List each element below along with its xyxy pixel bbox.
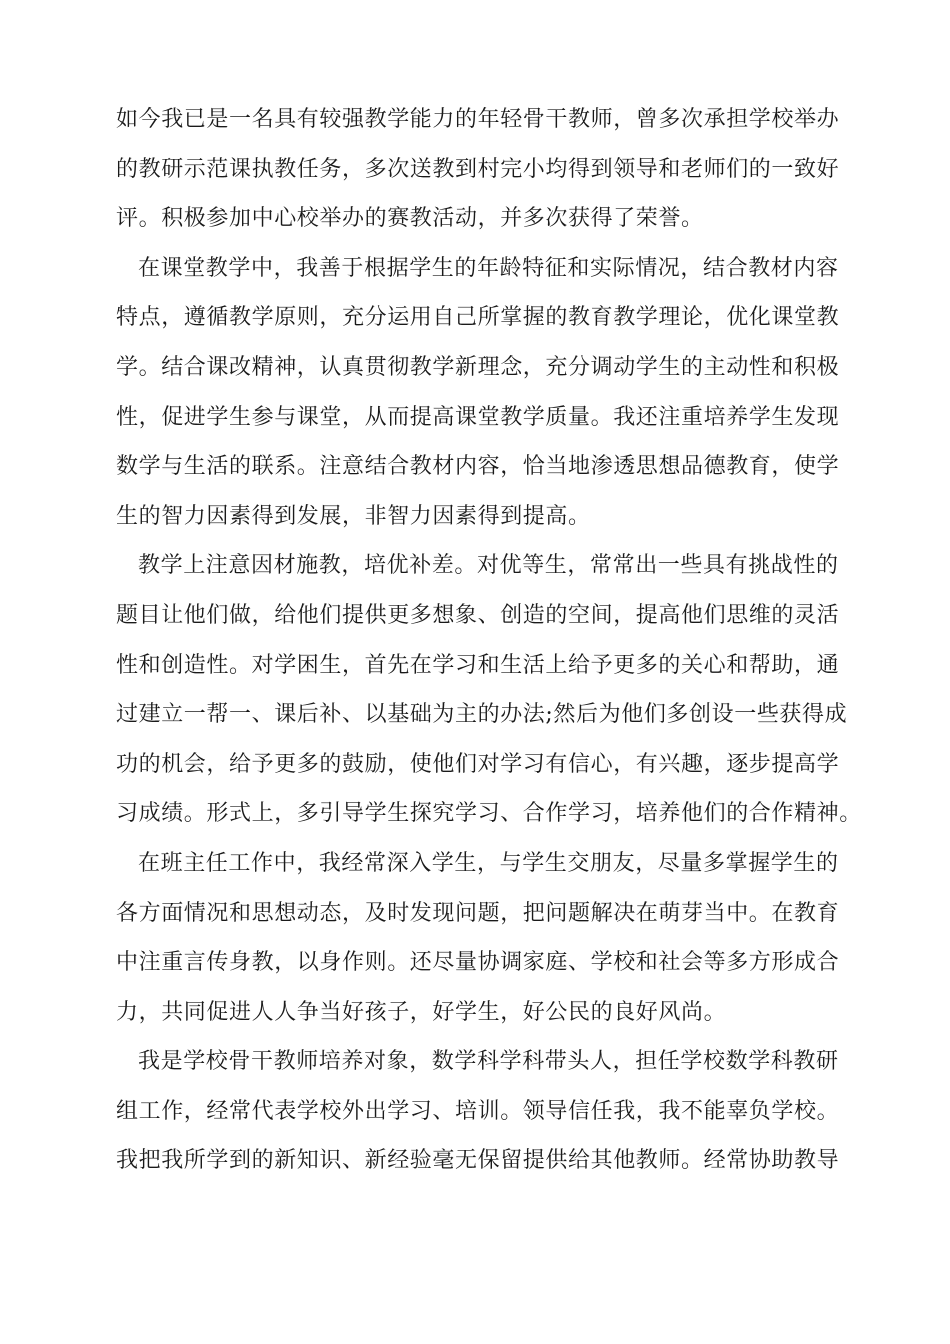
text-line: 学。结合课改精神，认真贯彻教学新理念，充分调动学生的主动性和积极 <box>116 354 840 380</box>
paragraph <box>116 541 862 839</box>
text-line: 在班主任工作中，我经常深入学生，与学生交朋友，尽量多掌握学生的 <box>138 850 839 876</box>
text-line: 我是学校骨干教师培养对象，数学科学科带头人，担任学校数学科教研 <box>138 1049 839 1075</box>
paragraph <box>116 95 840 244</box>
paragraph <box>116 839 840 1037</box>
text-line: 教学上注意因材施教，培优补差。对优等生，常常出一些具有挑战性的 <box>138 553 839 579</box>
text-line: 性和创造性。对学困生，首先在学习和生活上给予更多的关心和帮助，通 <box>116 652 840 678</box>
text-line: 数学与生活的联系。注意结合教材内容，恰当地渗透思想品德教育，使学 <box>116 454 840 480</box>
text-line: 功的机会，给予更多的鼓励，使他们对学习有信心，有兴趣，逐步提高学 <box>116 751 840 777</box>
text-line: 各方面情况和思想动态，及时发现问题，把问题解决在萌芽当中。在教育 <box>116 900 840 926</box>
text-line: 力，共同促进人人争当好孩子，好学生，好公民的良好风尚。 <box>116 999 727 1025</box>
text-line: 过建立一帮一、课后补、以基础为主的办法;然后为他们多创设一些获得成 <box>116 702 848 728</box>
text-line: 中注重言传身教，以身作则。还尽量协调家庭、学校和社会等多方形成合 <box>116 950 840 976</box>
text-line: 习成绩。形式上，多引导学生探究学习、合作学习，培养他们的合作精神。 <box>116 801 862 827</box>
document-body <box>116 95 862 1186</box>
text-line: 组工作，经常代表学校外出学习、培训。领导信任我，我不能辜负学校。 <box>116 1098 840 1124</box>
text-line: 特点，遵循教学原则，充分运用自己所掌握的教育教学理论，优化课堂教 <box>116 305 840 331</box>
text-line: 如今我已是一名具有较强教学能力的年轻骨干教师，曾多次承担学校举办 <box>116 107 840 132</box>
paragraph <box>116 1037 840 1186</box>
text-line: 评。积极参加中心校举办的赛教活动，并多次获得了荣誉。 <box>116 206 704 232</box>
text-line: 在课堂教学中，我善于根据学生的年龄特征和实际情况，结合教材内容 <box>138 255 839 281</box>
text-line: 生的智力因素得到发展，非智力因素得到提高。 <box>116 503 591 529</box>
text-line: 的教研示范课执教任务，多次送教到村完小均得到领导和老师们的一致好 <box>116 156 840 182</box>
text-line: 性，促进学生参与课堂，从而提高课堂教学质量。我还注重培养学生发现 <box>116 404 840 430</box>
text-line: 我把我所学到的新知识、新经验毫无保留提供给其他教师。经常协助教导 <box>116 1148 840 1174</box>
paragraph <box>116 244 840 542</box>
text-line: 题目让他们做，给他们提供更多想象、创造的空间，提高他们思维的灵活 <box>116 602 840 628</box>
